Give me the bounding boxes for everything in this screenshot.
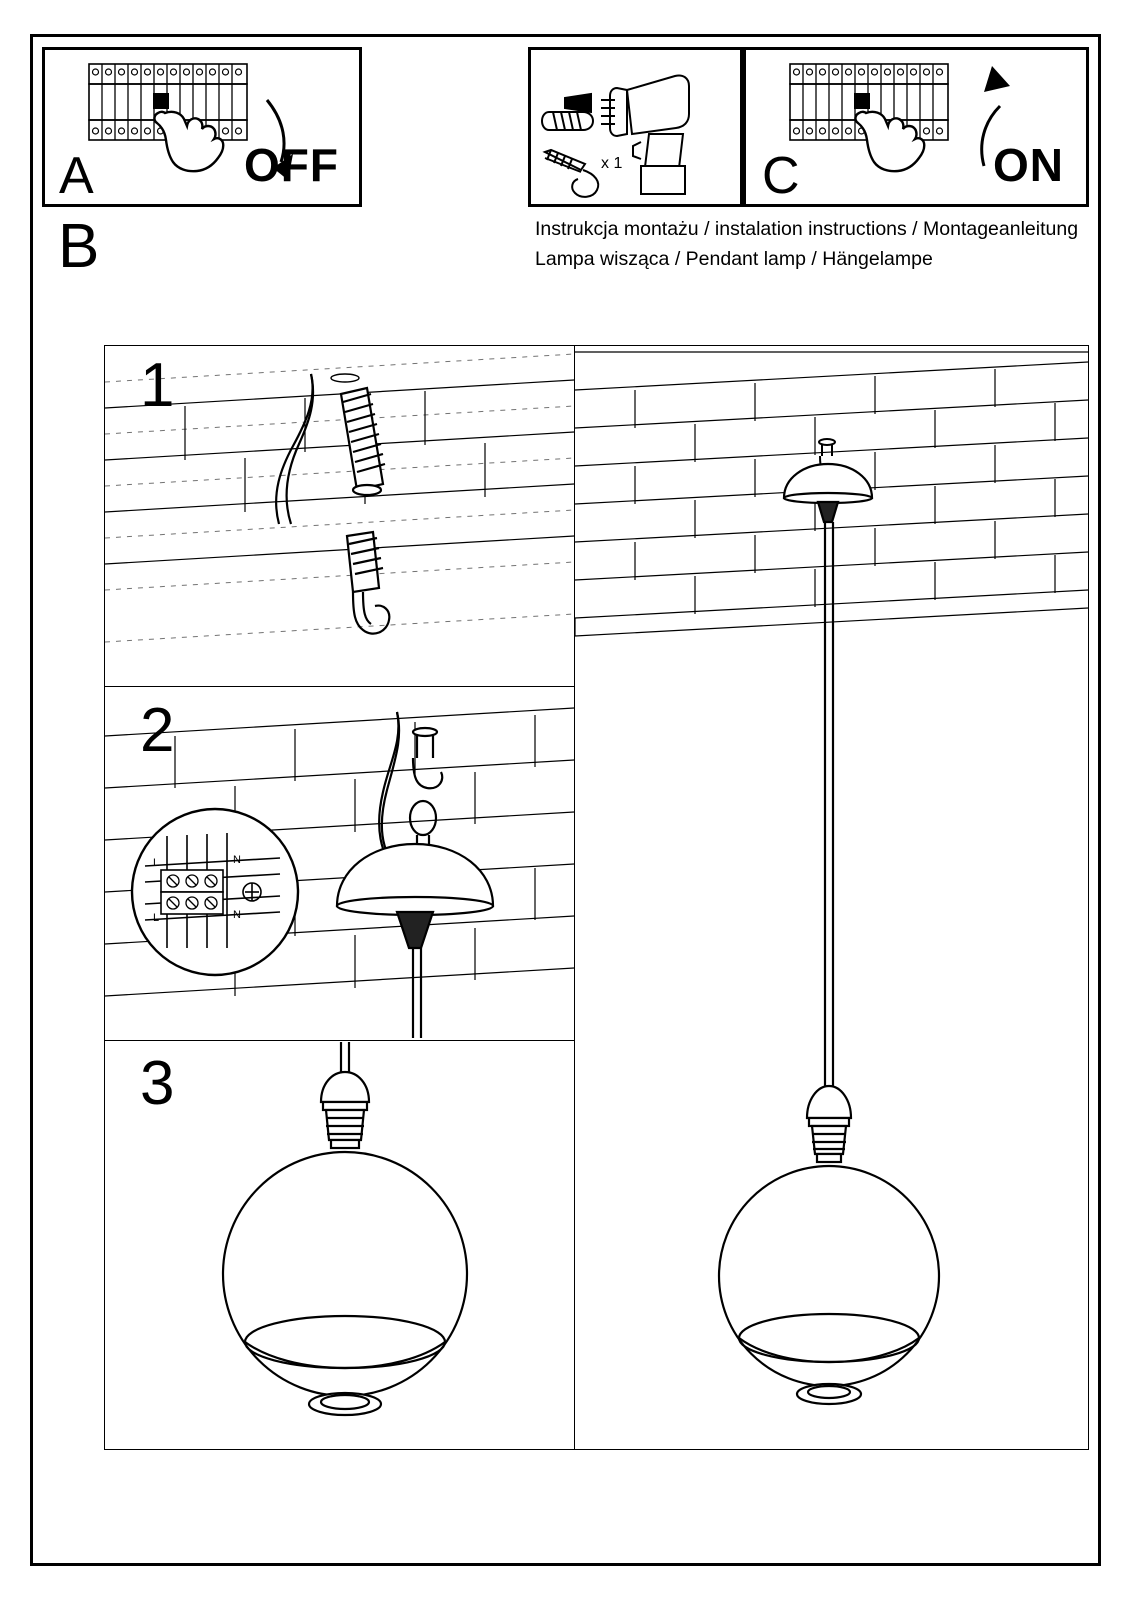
step-1-illustration [105, 346, 574, 686]
title-line-1: Instrukcja montażu / instalation instructions / Montageanleitung [535, 218, 1079, 240]
terminal-label-n-bottom: N [233, 909, 241, 921]
step-number-3: 3 [140, 1049, 175, 1118]
step-3-illustration [105, 1042, 574, 1448]
terminal-label-l-top: L [153, 857, 160, 869]
step-c-action: ON [993, 139, 1064, 191]
terminal-label-l-bottom: L [153, 912, 160, 924]
step-a-box [42, 47, 362, 207]
step-2-illustration [105, 690, 574, 1038]
step-number-2: 2 [140, 696, 175, 765]
step-number-1: 1 [140, 351, 175, 420]
hardware-quantity: x 1 [601, 155, 623, 172]
hardware-box [528, 47, 743, 207]
step-c-letter: C [762, 147, 800, 205]
step-a-letter: A [59, 147, 94, 205]
title-line-2: Lampa wisząca / Pendant lamp / Hängelampe [535, 248, 933, 270]
instruction-titles [535, 214, 1080, 274]
panel-divider-1 [104, 686, 575, 687]
installed-lamp-illustration [575, 346, 1088, 1449]
step-b-letter: B [58, 212, 100, 281]
drill-icon [531, 50, 740, 204]
panel-divider-2 [104, 1040, 575, 1041]
terminal-label-n-top: N [233, 854, 241, 866]
step-c-box [743, 47, 1089, 207]
step-a-action: OFF [244, 139, 339, 191]
